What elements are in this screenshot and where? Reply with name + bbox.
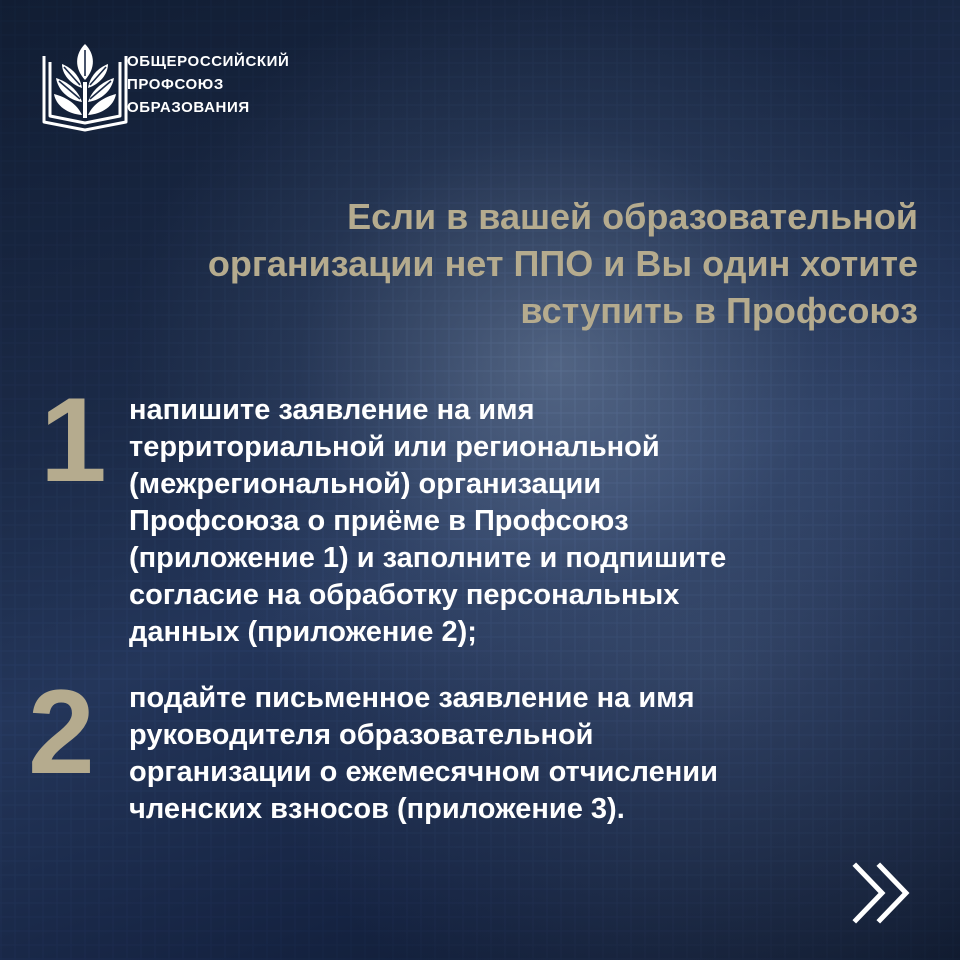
step-number-2: 2 <box>28 665 91 799</box>
page-title-line: Если в вашей образовательной <box>347 196 918 237</box>
union-emblem-icon <box>40 38 130 133</box>
step-2-text <box>129 680 718 828</box>
step-line: руководителя образовательной <box>129 719 594 751</box>
double-chevron-right-icon[interactable] <box>850 862 916 924</box>
organization-name-line: ОБЩЕРОССИЙСКИЙ <box>127 53 290 70</box>
step-line: данных (приложение 2); <box>129 616 477 648</box>
step-1-text <box>129 392 726 651</box>
step-line: подайте письменное заявление на имя <box>129 682 695 714</box>
step-line: напишите заявление на имя <box>129 394 535 426</box>
page-title <box>58 193 918 334</box>
organization-name <box>127 50 289 119</box>
page-title-line: вступить в Профсоюз <box>520 290 918 331</box>
organization-name-line: ОБРАЗОВАНИЯ <box>127 99 250 116</box>
organization-name-line: ПРОФСОЮЗ <box>127 76 224 93</box>
step-number-1: 1 <box>40 373 103 507</box>
step-line: членских взносов (приложение 3). <box>129 793 625 825</box>
step-line: согласие на обработку персональных <box>129 579 680 611</box>
step-line: (межрегиональной) организации <box>129 468 602 500</box>
step-line: территориальной или региональной <box>129 431 660 463</box>
step-line: (приложение 1) и заполните и подпишите <box>129 542 727 574</box>
step-line: Профсоюза о приёме в Профсоюз <box>129 505 629 537</box>
step-line: организации о ежемесячном отчислении <box>129 756 718 788</box>
page-title-line: организации нет ППО и Вы один хотите <box>207 243 918 284</box>
